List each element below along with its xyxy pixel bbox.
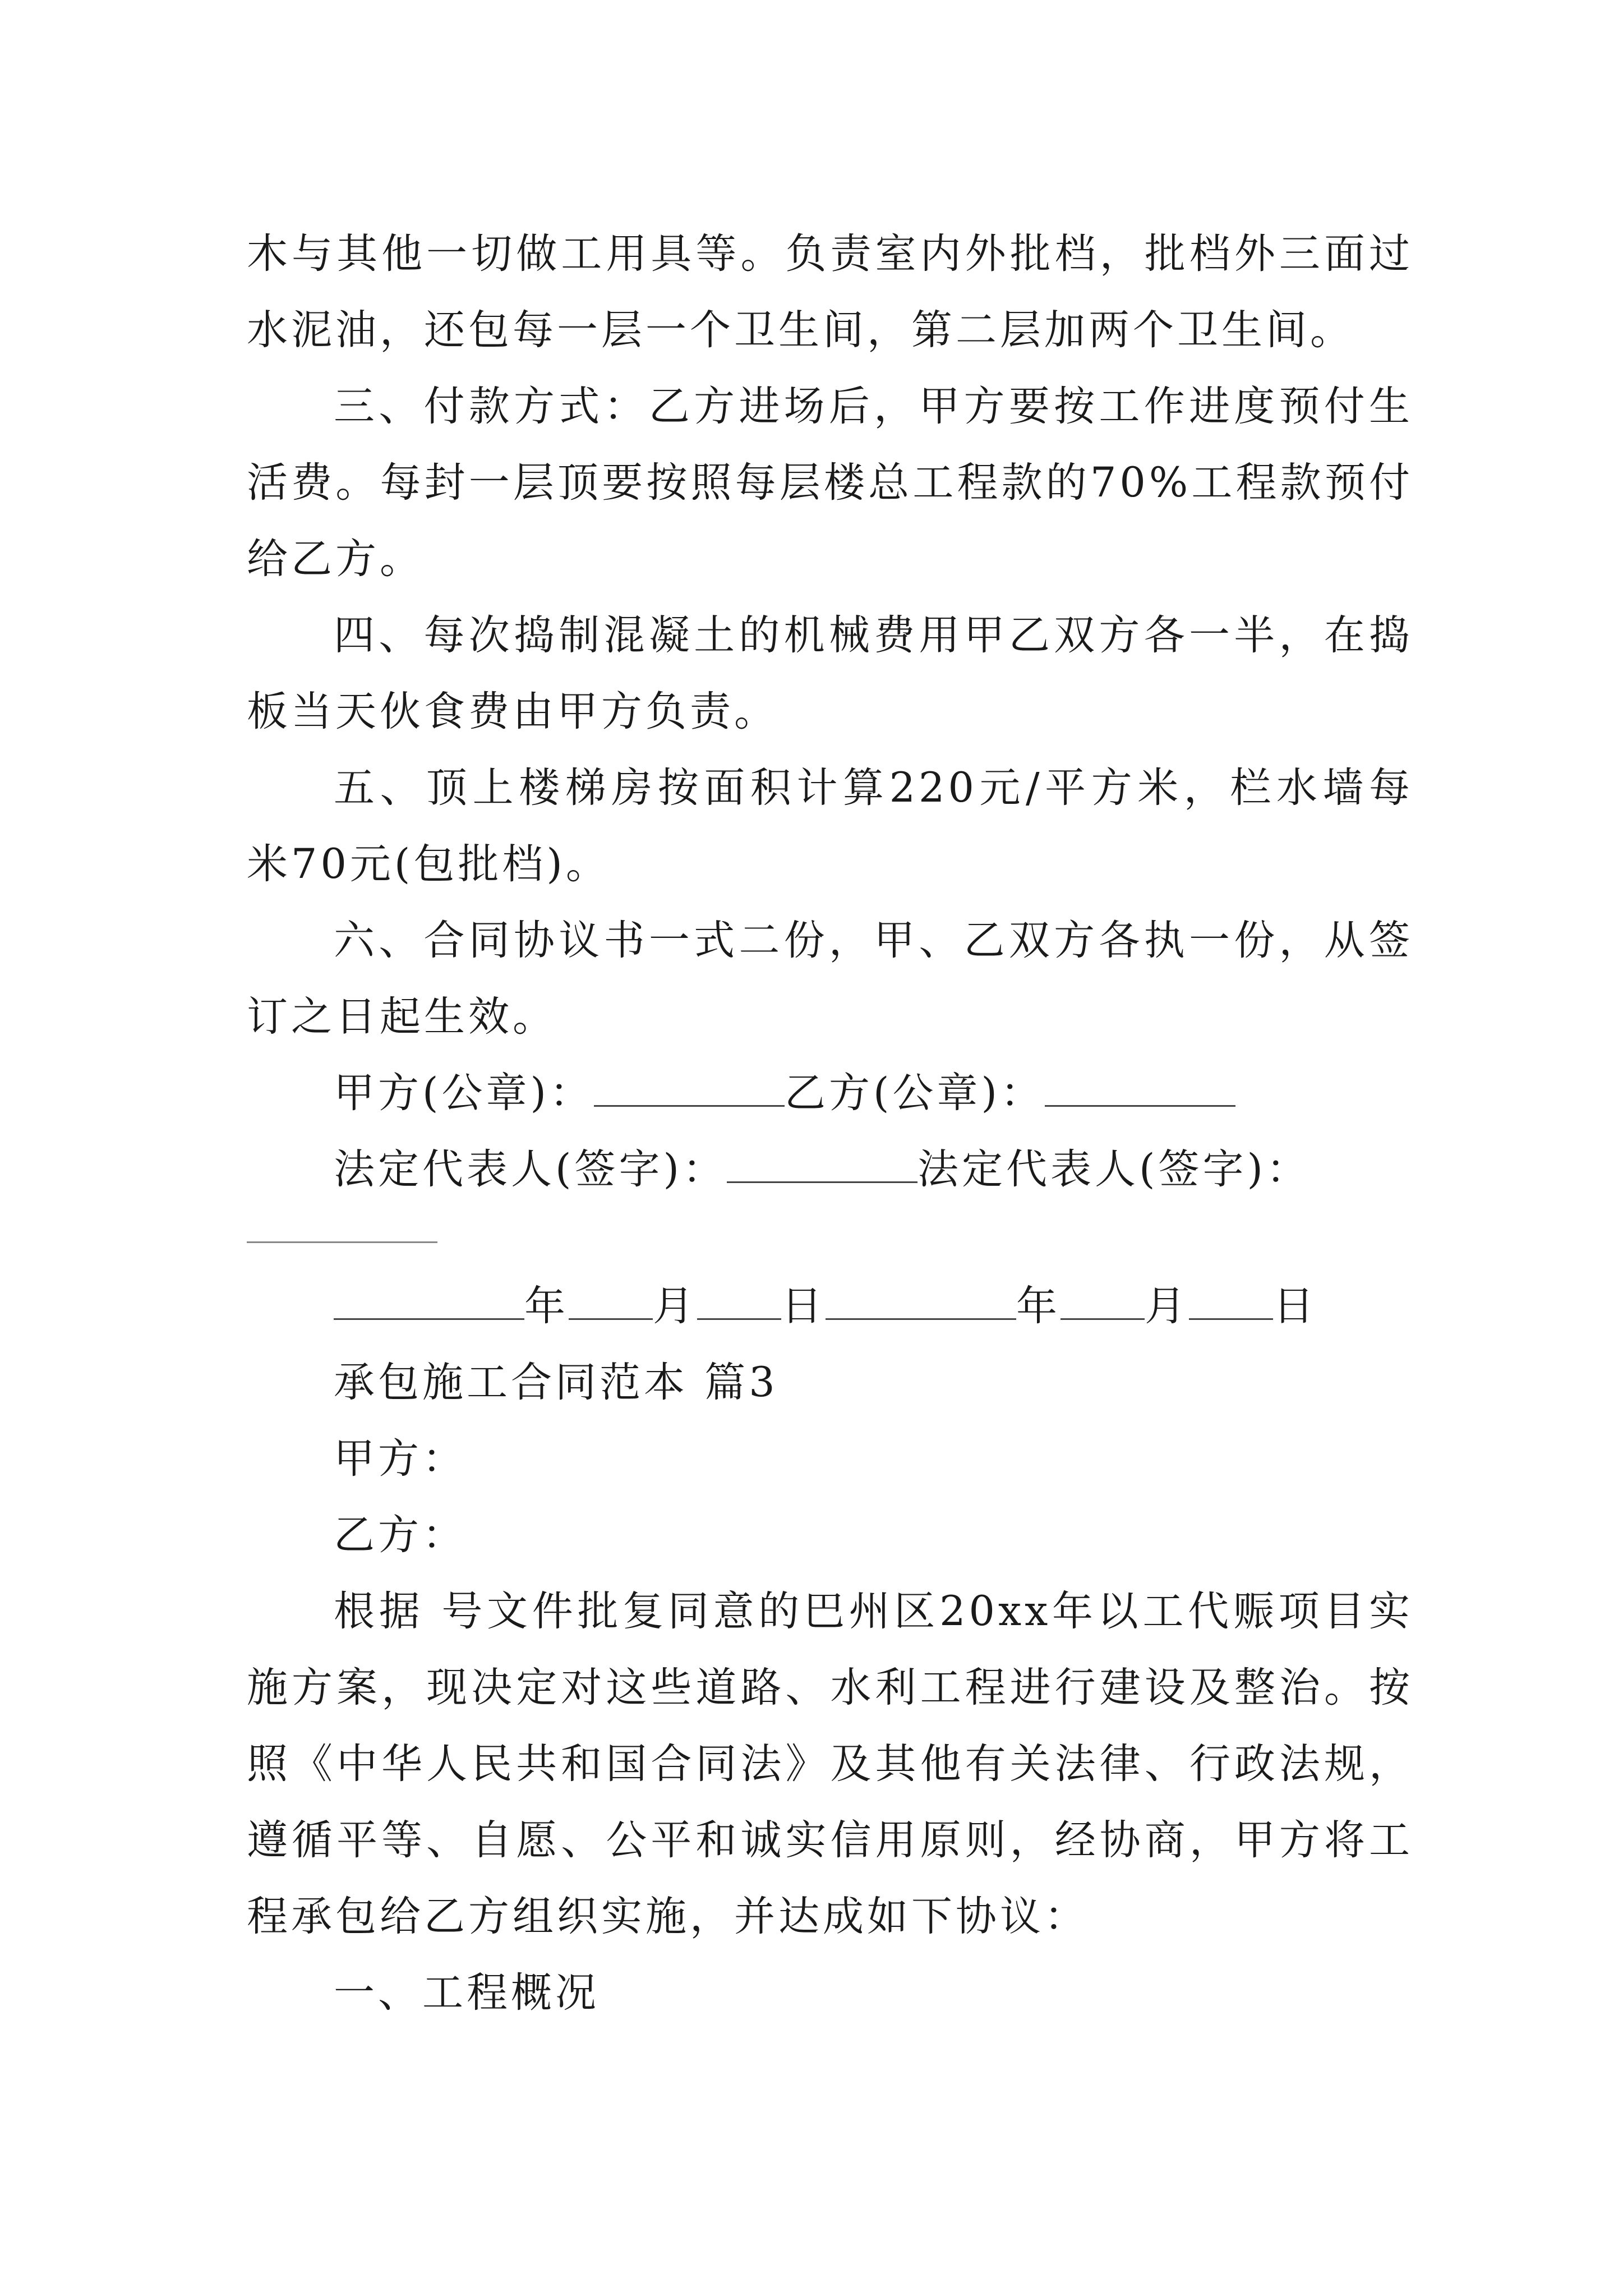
paragraph-work-scope: 木与其他一切做工用具等。负责室内外批档，批档外三面过水泥油，还包每一层一个卫生间，第二层加两个卫生间。 — [247, 230, 1413, 354]
party-a-seal-label: 甲方(公章)： — [334, 1069, 594, 1117]
party-a-seal-blank — [594, 1066, 785, 1107]
party-a-label: 甲方： — [334, 1435, 467, 1483]
year-a-blank — [334, 1279, 524, 1320]
day-a-label: 日 — [781, 1282, 826, 1330]
day-b-blank — [1189, 1279, 1273, 1320]
year-a-label: 年 — [524, 1282, 569, 1330]
legal-rep-a-blank — [727, 1142, 917, 1183]
legal-rep-b-label: 法定代表人(签字)： — [917, 1145, 1311, 1193]
heading-project-overview: 一、工程概况 — [334, 1969, 600, 2017]
signature-line-legal-rep — [247, 1131, 1413, 1208]
month-b-blank — [1061, 1279, 1145, 1320]
month-a-label: 月 — [653, 1282, 697, 1330]
day-a-blank — [697, 1279, 781, 1320]
signature-line-seals — [247, 1055, 1413, 1131]
legal-rep-a-label: 法定代表人(签字)： — [334, 1145, 727, 1193]
year-b-label: 年 — [1016, 1282, 1061, 1330]
party-b-label: 乙方： — [334, 1511, 467, 1559]
paragraph-stair-room-price: 五、顶上楼梯房按面积计算220元/平方米，栏水墙每米70元(包批档)。 — [247, 764, 1413, 888]
month-b-label: 月 — [1145, 1282, 1189, 1330]
party-b-seal-label: 乙方(公章)： — [784, 1069, 1045, 1117]
party-b-seal-blank — [1045, 1066, 1235, 1107]
month-a-blank — [569, 1279, 653, 1320]
day-b-label: 日 — [1273, 1282, 1317, 1330]
paragraph-payment-method: 三、付款方式：乙方进场后，甲方要按工作进度预付生活费。每封一层顶要按照每层楼总工程款的70%工程款预付给乙方。 — [247, 383, 1413, 583]
document-body — [247, 216, 1413, 2031]
legal-rep-b-blank — [247, 1241, 437, 1243]
paragraph-basis: 根据 号文件批复同意的巴州区20xx年以工代赈项目实施方案，现决定对这些道路、水利工程进行建设及整治。按照《中华人民共和国合同法》及其他有关法律、行政法规，遵循平等、自愿、公平和诚实信用原则，经协商，甲方将工程承包给乙方组织实施，并达成如下协议： — [247, 1588, 1413, 1940]
year-b-blank — [826, 1279, 1016, 1320]
paragraph-contract-copies: 六、合同协议书一式二份，甲、乙双方各执一份，从签订之日起生效。 — [247, 917, 1413, 1041]
date-line — [247, 1268, 1413, 1345]
paragraph-machine-cost: 四、每次捣制混凝土的机械费用甲乙双方各一半，在捣板当天伙食费由甲方负责。 — [247, 611, 1413, 735]
section-title: 承包施工合同范本 篇3 — [334, 1359, 778, 1406]
